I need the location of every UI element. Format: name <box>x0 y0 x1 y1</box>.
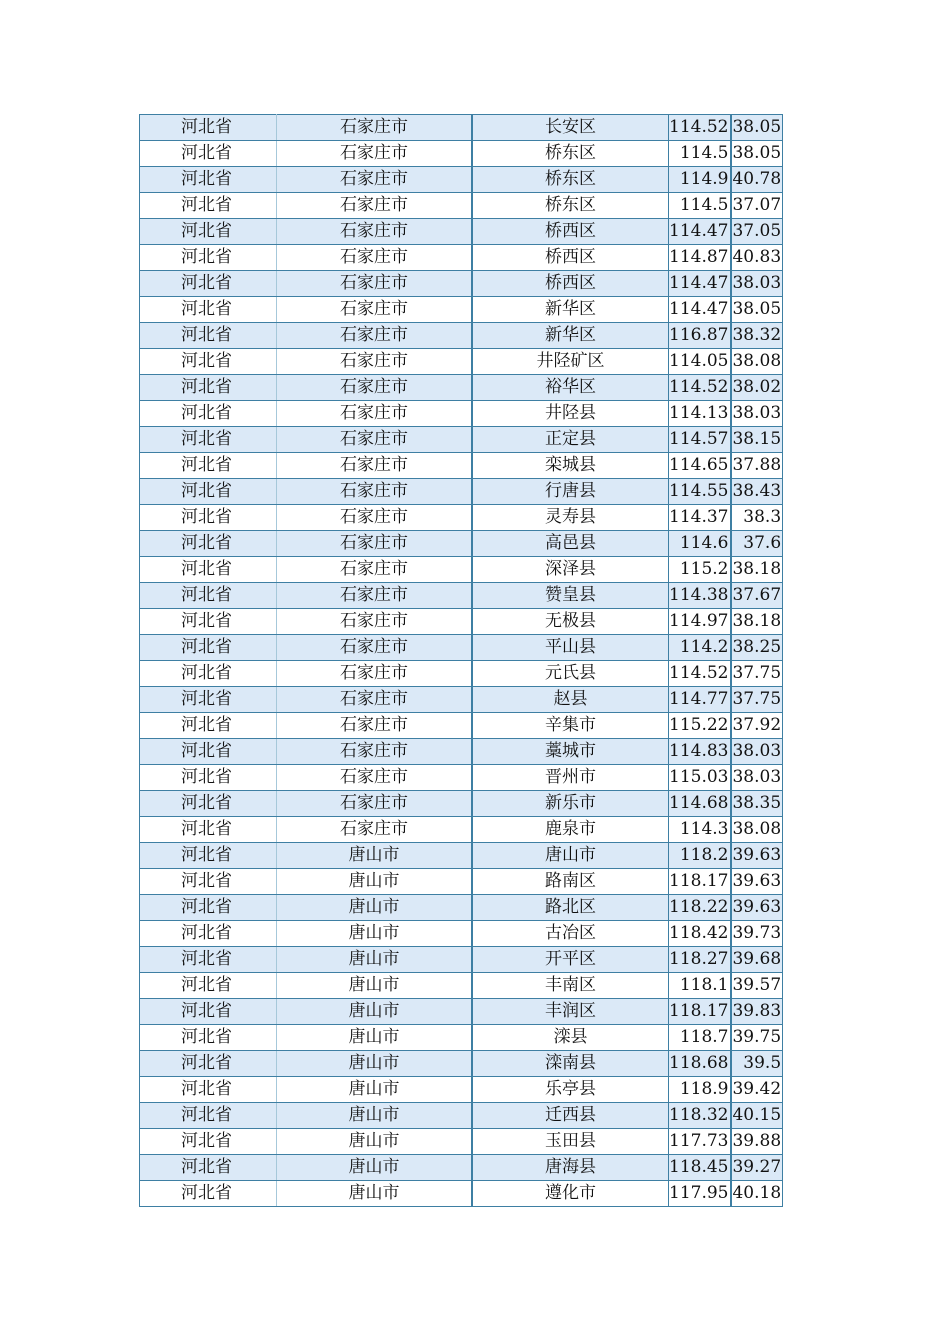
city-cell: 石家庄市 <box>277 713 473 739</box>
province-cell: 河北省 <box>140 1155 277 1181</box>
latitude-cell: 40.18 <box>731 1181 782 1207</box>
latitude-cell: 39.68 <box>731 947 782 973</box>
latitude-cell: 39.63 <box>731 895 782 921</box>
district-cell: 滦南县 <box>472 1051 669 1077</box>
latitude-cell: 38.02 <box>731 375 782 401</box>
latitude-cell: 39.57 <box>731 973 782 999</box>
district-cell: 古冶区 <box>472 921 669 947</box>
latitude-cell: 38.03 <box>731 739 782 765</box>
province-cell: 河北省 <box>140 531 277 557</box>
district-cell: 桥东区 <box>472 167 669 193</box>
latitude-cell: 39.5 <box>731 1051 782 1077</box>
province-cell: 河北省 <box>140 1129 277 1155</box>
table-row <box>140 349 783 375</box>
longitude-cell: 116.87 <box>669 323 732 349</box>
longitude-cell: 114.5 <box>669 141 732 167</box>
province-cell: 河北省 <box>140 1103 277 1129</box>
longitude-cell: 114.52 <box>669 375 732 401</box>
longitude-cell: 114.9 <box>669 167 732 193</box>
table-body <box>140 115 783 1207</box>
table-row <box>140 895 783 921</box>
longitude-cell: 114.65 <box>669 453 732 479</box>
province-cell: 河北省 <box>140 245 277 271</box>
latitude-cell: 38.43 <box>731 479 782 505</box>
latitude-cell: 37.07 <box>731 193 782 219</box>
province-cell: 河北省 <box>140 713 277 739</box>
latitude-cell: 38.32 <box>731 323 782 349</box>
longitude-cell: 115.03 <box>669 765 732 791</box>
table-row <box>140 583 783 609</box>
province-cell: 河北省 <box>140 453 277 479</box>
table-row <box>140 271 783 297</box>
province-cell: 河北省 <box>140 583 277 609</box>
district-cell: 行唐县 <box>472 479 669 505</box>
table-row <box>140 401 783 427</box>
province-cell: 河北省 <box>140 661 277 687</box>
latitude-cell: 37.75 <box>731 687 782 713</box>
city-cell: 唐山市 <box>277 843 473 869</box>
table-row <box>140 531 783 557</box>
table-row <box>140 687 783 713</box>
table-row <box>140 1051 783 1077</box>
district-cell: 桥西区 <box>472 219 669 245</box>
table-row <box>140 323 783 349</box>
longitude-cell: 118.9 <box>669 1077 732 1103</box>
latitude-cell: 38.08 <box>731 817 782 843</box>
city-cell: 唐山市 <box>277 1129 473 1155</box>
city-cell: 石家庄市 <box>277 401 473 427</box>
province-cell: 河北省 <box>140 609 277 635</box>
province-cell: 河北省 <box>140 1181 277 1207</box>
longitude-cell: 114.47 <box>669 271 732 297</box>
table-row <box>140 193 783 219</box>
city-cell: 唐山市 <box>277 895 473 921</box>
district-cell: 开平区 <box>472 947 669 973</box>
latitude-cell: 39.63 <box>731 843 782 869</box>
longitude-cell: 114.68 <box>669 791 732 817</box>
district-cell: 井陉矿区 <box>472 349 669 375</box>
latitude-cell: 38.18 <box>731 609 782 635</box>
table-row <box>140 115 783 141</box>
latitude-cell: 38.03 <box>731 765 782 791</box>
latitude-cell: 38.03 <box>731 271 782 297</box>
district-cell: 桥西区 <box>472 271 669 297</box>
city-cell: 石家庄市 <box>277 323 473 349</box>
longitude-cell: 118.42 <box>669 921 732 947</box>
city-cell: 石家庄市 <box>277 583 473 609</box>
province-cell: 河北省 <box>140 557 277 583</box>
district-cell: 晋州市 <box>472 765 669 791</box>
table-row <box>140 141 783 167</box>
table-row <box>140 869 783 895</box>
table-row <box>140 817 783 843</box>
province-cell: 河北省 <box>140 739 277 765</box>
province-cell: 河北省 <box>140 921 277 947</box>
table-row <box>140 791 783 817</box>
city-cell: 石家庄市 <box>277 791 473 817</box>
district-cell: 赞皇县 <box>472 583 669 609</box>
longitude-cell: 118.22 <box>669 895 732 921</box>
province-cell: 河北省 <box>140 973 277 999</box>
latitude-cell: 38.05 <box>731 297 782 323</box>
district-cell: 裕华区 <box>472 375 669 401</box>
latitude-cell: 40.15 <box>731 1103 782 1129</box>
table-row <box>140 609 783 635</box>
city-cell: 石家庄市 <box>277 375 473 401</box>
city-cell: 石家庄市 <box>277 687 473 713</box>
longitude-cell: 114.47 <box>669 219 732 245</box>
longitude-cell: 118.1 <box>669 973 732 999</box>
district-cell: 灵寿县 <box>472 505 669 531</box>
longitude-cell: 118.2 <box>669 843 732 869</box>
district-cell: 新华区 <box>472 323 669 349</box>
table-row <box>140 947 783 973</box>
city-cell: 石家庄市 <box>277 219 473 245</box>
latitude-cell: 37.67 <box>731 583 782 609</box>
city-cell: 唐山市 <box>277 921 473 947</box>
district-cell: 玉田县 <box>472 1129 669 1155</box>
province-cell: 河北省 <box>140 999 277 1025</box>
city-cell: 唐山市 <box>277 1181 473 1207</box>
city-cell: 石家庄市 <box>277 609 473 635</box>
city-cell: 石家庄市 <box>277 193 473 219</box>
city-cell: 唐山市 <box>277 1025 473 1051</box>
district-cell: 栾城县 <box>472 453 669 479</box>
table-row <box>140 427 783 453</box>
table-row <box>140 1103 783 1129</box>
longitude-cell: 117.73 <box>669 1129 732 1155</box>
longitude-cell: 114.5 <box>669 193 732 219</box>
table-row <box>140 219 783 245</box>
province-cell: 河北省 <box>140 167 277 193</box>
city-cell: 石家庄市 <box>277 271 473 297</box>
longitude-cell: 118.27 <box>669 947 732 973</box>
longitude-cell: 115.22 <box>669 713 732 739</box>
province-cell: 河北省 <box>140 375 277 401</box>
latitude-cell: 39.88 <box>731 1129 782 1155</box>
city-cell: 石家庄市 <box>277 531 473 557</box>
province-cell: 河北省 <box>140 843 277 869</box>
longitude-cell: 114.47 <box>669 297 732 323</box>
province-cell: 河北省 <box>140 349 277 375</box>
longitude-cell: 118.32 <box>669 1103 732 1129</box>
latitude-cell: 39.42 <box>731 1077 782 1103</box>
longitude-cell: 118.17 <box>669 869 732 895</box>
district-cell: 元氏县 <box>472 661 669 687</box>
latitude-cell: 40.83 <box>731 245 782 271</box>
table-row <box>140 999 783 1025</box>
table-row <box>140 973 783 999</box>
table-row <box>140 1129 783 1155</box>
latitude-cell: 37.92 <box>731 713 782 739</box>
district-cell: 正定县 <box>472 427 669 453</box>
latitude-cell: 39.75 <box>731 1025 782 1051</box>
province-cell: 河北省 <box>140 791 277 817</box>
region-coordinates-table <box>139 114 783 1207</box>
latitude-cell: 37.88 <box>731 453 782 479</box>
latitude-cell: 38.15 <box>731 427 782 453</box>
longitude-cell: 114.3 <box>669 817 732 843</box>
province-cell: 河北省 <box>140 895 277 921</box>
province-cell: 河北省 <box>140 1077 277 1103</box>
province-cell: 河北省 <box>140 427 277 453</box>
latitude-cell: 39.73 <box>731 921 782 947</box>
table-row <box>140 1155 783 1181</box>
table-row <box>140 661 783 687</box>
district-cell: 井陉县 <box>472 401 669 427</box>
longitude-cell: 114.13 <box>669 401 732 427</box>
city-cell: 石家庄市 <box>277 453 473 479</box>
city-cell: 石家庄市 <box>277 245 473 271</box>
table-row <box>140 453 783 479</box>
city-cell: 石家庄市 <box>277 427 473 453</box>
table-row <box>140 713 783 739</box>
district-cell: 无极县 <box>472 609 669 635</box>
longitude-cell: 114.38 <box>669 583 732 609</box>
city-cell: 石家庄市 <box>277 115 473 141</box>
table-row <box>140 1181 783 1207</box>
longitude-cell: 114.37 <box>669 505 732 531</box>
longitude-cell: 118.68 <box>669 1051 732 1077</box>
district-cell: 乐亭县 <box>472 1077 669 1103</box>
district-cell: 深泽县 <box>472 557 669 583</box>
latitude-cell: 38.03 <box>731 401 782 427</box>
table-row <box>140 921 783 947</box>
latitude-cell: 38.35 <box>731 791 782 817</box>
latitude-cell: 39.83 <box>731 999 782 1025</box>
city-cell: 唐山市 <box>277 947 473 973</box>
district-cell: 赵县 <box>472 687 669 713</box>
longitude-cell: 115.2 <box>669 557 732 583</box>
province-cell: 河北省 <box>140 1051 277 1077</box>
city-cell: 唐山市 <box>277 1155 473 1181</box>
district-cell: 迁西县 <box>472 1103 669 1129</box>
latitude-cell: 37.05 <box>731 219 782 245</box>
table-row <box>140 245 783 271</box>
table-row <box>140 1077 783 1103</box>
longitude-cell: 114.52 <box>669 661 732 687</box>
latitude-cell: 39.63 <box>731 869 782 895</box>
district-cell: 路南区 <box>472 869 669 895</box>
province-cell: 河北省 <box>140 193 277 219</box>
district-cell: 桥东区 <box>472 193 669 219</box>
table-row <box>140 297 783 323</box>
table-row <box>140 1025 783 1051</box>
table-row <box>140 505 783 531</box>
province-cell: 河北省 <box>140 219 277 245</box>
district-cell: 高邑县 <box>472 531 669 557</box>
province-cell: 河北省 <box>140 635 277 661</box>
table-row <box>140 167 783 193</box>
table-row <box>140 557 783 583</box>
latitude-cell: 39.27 <box>731 1155 782 1181</box>
province-cell: 河北省 <box>140 869 277 895</box>
longitude-cell: 114.83 <box>669 739 732 765</box>
province-cell: 河北省 <box>140 297 277 323</box>
latitude-cell: 38.18 <box>731 557 782 583</box>
latitude-cell: 38.3 <box>731 505 782 531</box>
longitude-cell: 114.77 <box>669 687 732 713</box>
city-cell: 石家庄市 <box>277 817 473 843</box>
province-cell: 河北省 <box>140 141 277 167</box>
latitude-cell: 38.05 <box>731 141 782 167</box>
province-cell: 河北省 <box>140 401 277 427</box>
city-cell: 石家庄市 <box>277 349 473 375</box>
district-cell: 丰南区 <box>472 973 669 999</box>
table-row <box>140 635 783 661</box>
district-cell: 桥东区 <box>472 141 669 167</box>
longitude-cell: 114.05 <box>669 349 732 375</box>
district-cell: 遵化市 <box>472 1181 669 1207</box>
city-cell: 石家庄市 <box>277 635 473 661</box>
table-row <box>140 739 783 765</box>
district-cell: 新华区 <box>472 297 669 323</box>
latitude-cell: 40.78 <box>731 167 782 193</box>
city-cell: 石家庄市 <box>277 141 473 167</box>
latitude-cell: 37.75 <box>731 661 782 687</box>
district-cell: 新乐市 <box>472 791 669 817</box>
longitude-cell: 118.45 <box>669 1155 732 1181</box>
longitude-cell: 114.52 <box>669 115 732 141</box>
city-cell: 石家庄市 <box>277 505 473 531</box>
city-cell: 唐山市 <box>277 1103 473 1129</box>
district-cell: 唐海县 <box>472 1155 669 1181</box>
district-cell: 滦县 <box>472 1025 669 1051</box>
district-cell: 辛集市 <box>472 713 669 739</box>
longitude-cell: 118.17 <box>669 999 732 1025</box>
city-cell: 石家庄市 <box>277 661 473 687</box>
longitude-cell: 114.6 <box>669 531 732 557</box>
latitude-cell: 38.05 <box>731 115 782 141</box>
city-cell: 唐山市 <box>277 869 473 895</box>
table-row <box>140 375 783 401</box>
district-cell: 桥西区 <box>472 245 669 271</box>
province-cell: 河北省 <box>140 115 277 141</box>
latitude-cell: 37.6 <box>731 531 782 557</box>
province-cell: 河北省 <box>140 271 277 297</box>
latitude-cell: 38.25 <box>731 635 782 661</box>
city-cell: 唐山市 <box>277 1051 473 1077</box>
province-cell: 河北省 <box>140 687 277 713</box>
city-cell: 石家庄市 <box>277 479 473 505</box>
longitude-cell: 117.95 <box>669 1181 732 1207</box>
city-cell: 石家庄市 <box>277 297 473 323</box>
table-row <box>140 765 783 791</box>
province-cell: 河北省 <box>140 479 277 505</box>
city-cell: 石家庄市 <box>277 167 473 193</box>
latitude-cell: 38.08 <box>731 349 782 375</box>
city-cell: 石家庄市 <box>277 739 473 765</box>
district-cell: 丰润区 <box>472 999 669 1025</box>
longitude-cell: 114.97 <box>669 609 732 635</box>
province-cell: 河北省 <box>140 817 277 843</box>
longitude-cell: 114.2 <box>669 635 732 661</box>
province-cell: 河北省 <box>140 1025 277 1051</box>
table-row <box>140 843 783 869</box>
longitude-cell: 114.87 <box>669 245 732 271</box>
city-cell: 唐山市 <box>277 999 473 1025</box>
district-cell: 鹿泉市 <box>472 817 669 843</box>
district-cell: 藁城市 <box>472 739 669 765</box>
city-cell: 石家庄市 <box>277 557 473 583</box>
district-cell: 路北区 <box>472 895 669 921</box>
province-cell: 河北省 <box>140 323 277 349</box>
table-row <box>140 479 783 505</box>
longitude-cell: 114.55 <box>669 479 732 505</box>
city-cell: 唐山市 <box>277 1077 473 1103</box>
province-cell: 河北省 <box>140 765 277 791</box>
district-cell: 长安区 <box>472 115 669 141</box>
district-cell: 平山县 <box>472 635 669 661</box>
city-cell: 唐山市 <box>277 973 473 999</box>
province-cell: 河北省 <box>140 505 277 531</box>
longitude-cell: 114.57 <box>669 427 732 453</box>
province-cell: 河北省 <box>140 947 277 973</box>
city-cell: 石家庄市 <box>277 765 473 791</box>
longitude-cell: 118.7 <box>669 1025 732 1051</box>
district-cell: 唐山市 <box>472 843 669 869</box>
